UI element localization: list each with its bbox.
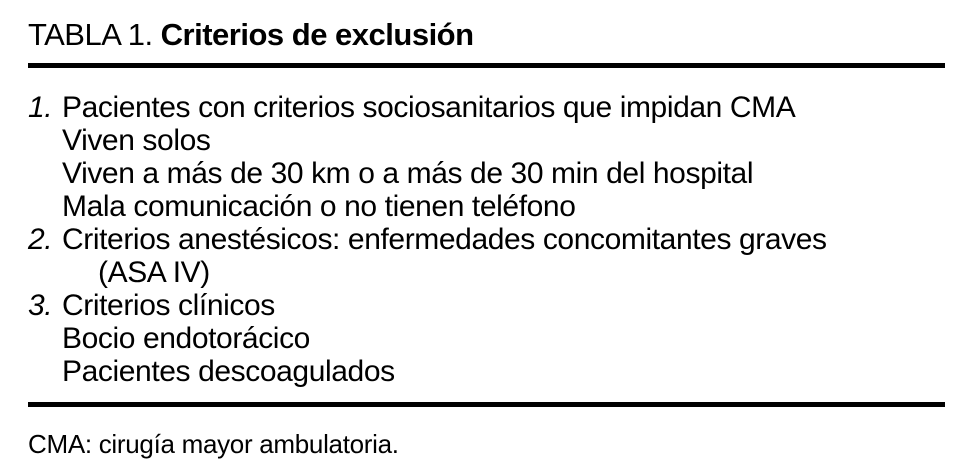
table-title	[28, 16, 945, 54]
list-subitem: Pacientes descoagulados	[62, 355, 395, 388]
list-item-1	[28, 91, 945, 124]
list-subitem: Viven solos	[62, 124, 211, 157]
list-item-3	[28, 289, 945, 322]
footnote: CMA: cirugía mayor ambulatoria.	[28, 429, 399, 459]
list-item-3-text: Criterios clínicos	[62, 289, 275, 322]
list-subitem: Bocio endotorácico	[62, 322, 310, 355]
list-item-2-continuation: (ASA IV)	[98, 256, 210, 289]
top-rule	[28, 63, 945, 68]
bottom-rule	[28, 402, 945, 407]
list-item-2-text: Criterios anestésicos: enfermedades concomitantes graves	[62, 223, 827, 256]
table-title-text: Criterios de exclusión	[160, 17, 474, 52]
list-item-1-marker: 1.	[28, 91, 53, 124]
list-item-3-marker: 3.	[28, 289, 53, 322]
table-label: TABLA 1.	[28, 17, 153, 52]
list-item-1-text: Pacientes con criterios sociosanitarios que impidan CMA	[62, 91, 796, 124]
list-item-2-marker: 2.	[28, 223, 53, 256]
criteria-list	[28, 91, 945, 388]
list-subitem: Viven a más de 30 km o a más de 30 min del hospital	[62, 157, 754, 190]
list-item-2	[28, 223, 945, 256]
list-subitem: Mala comunicación o no tienen teléfono	[62, 190, 576, 223]
